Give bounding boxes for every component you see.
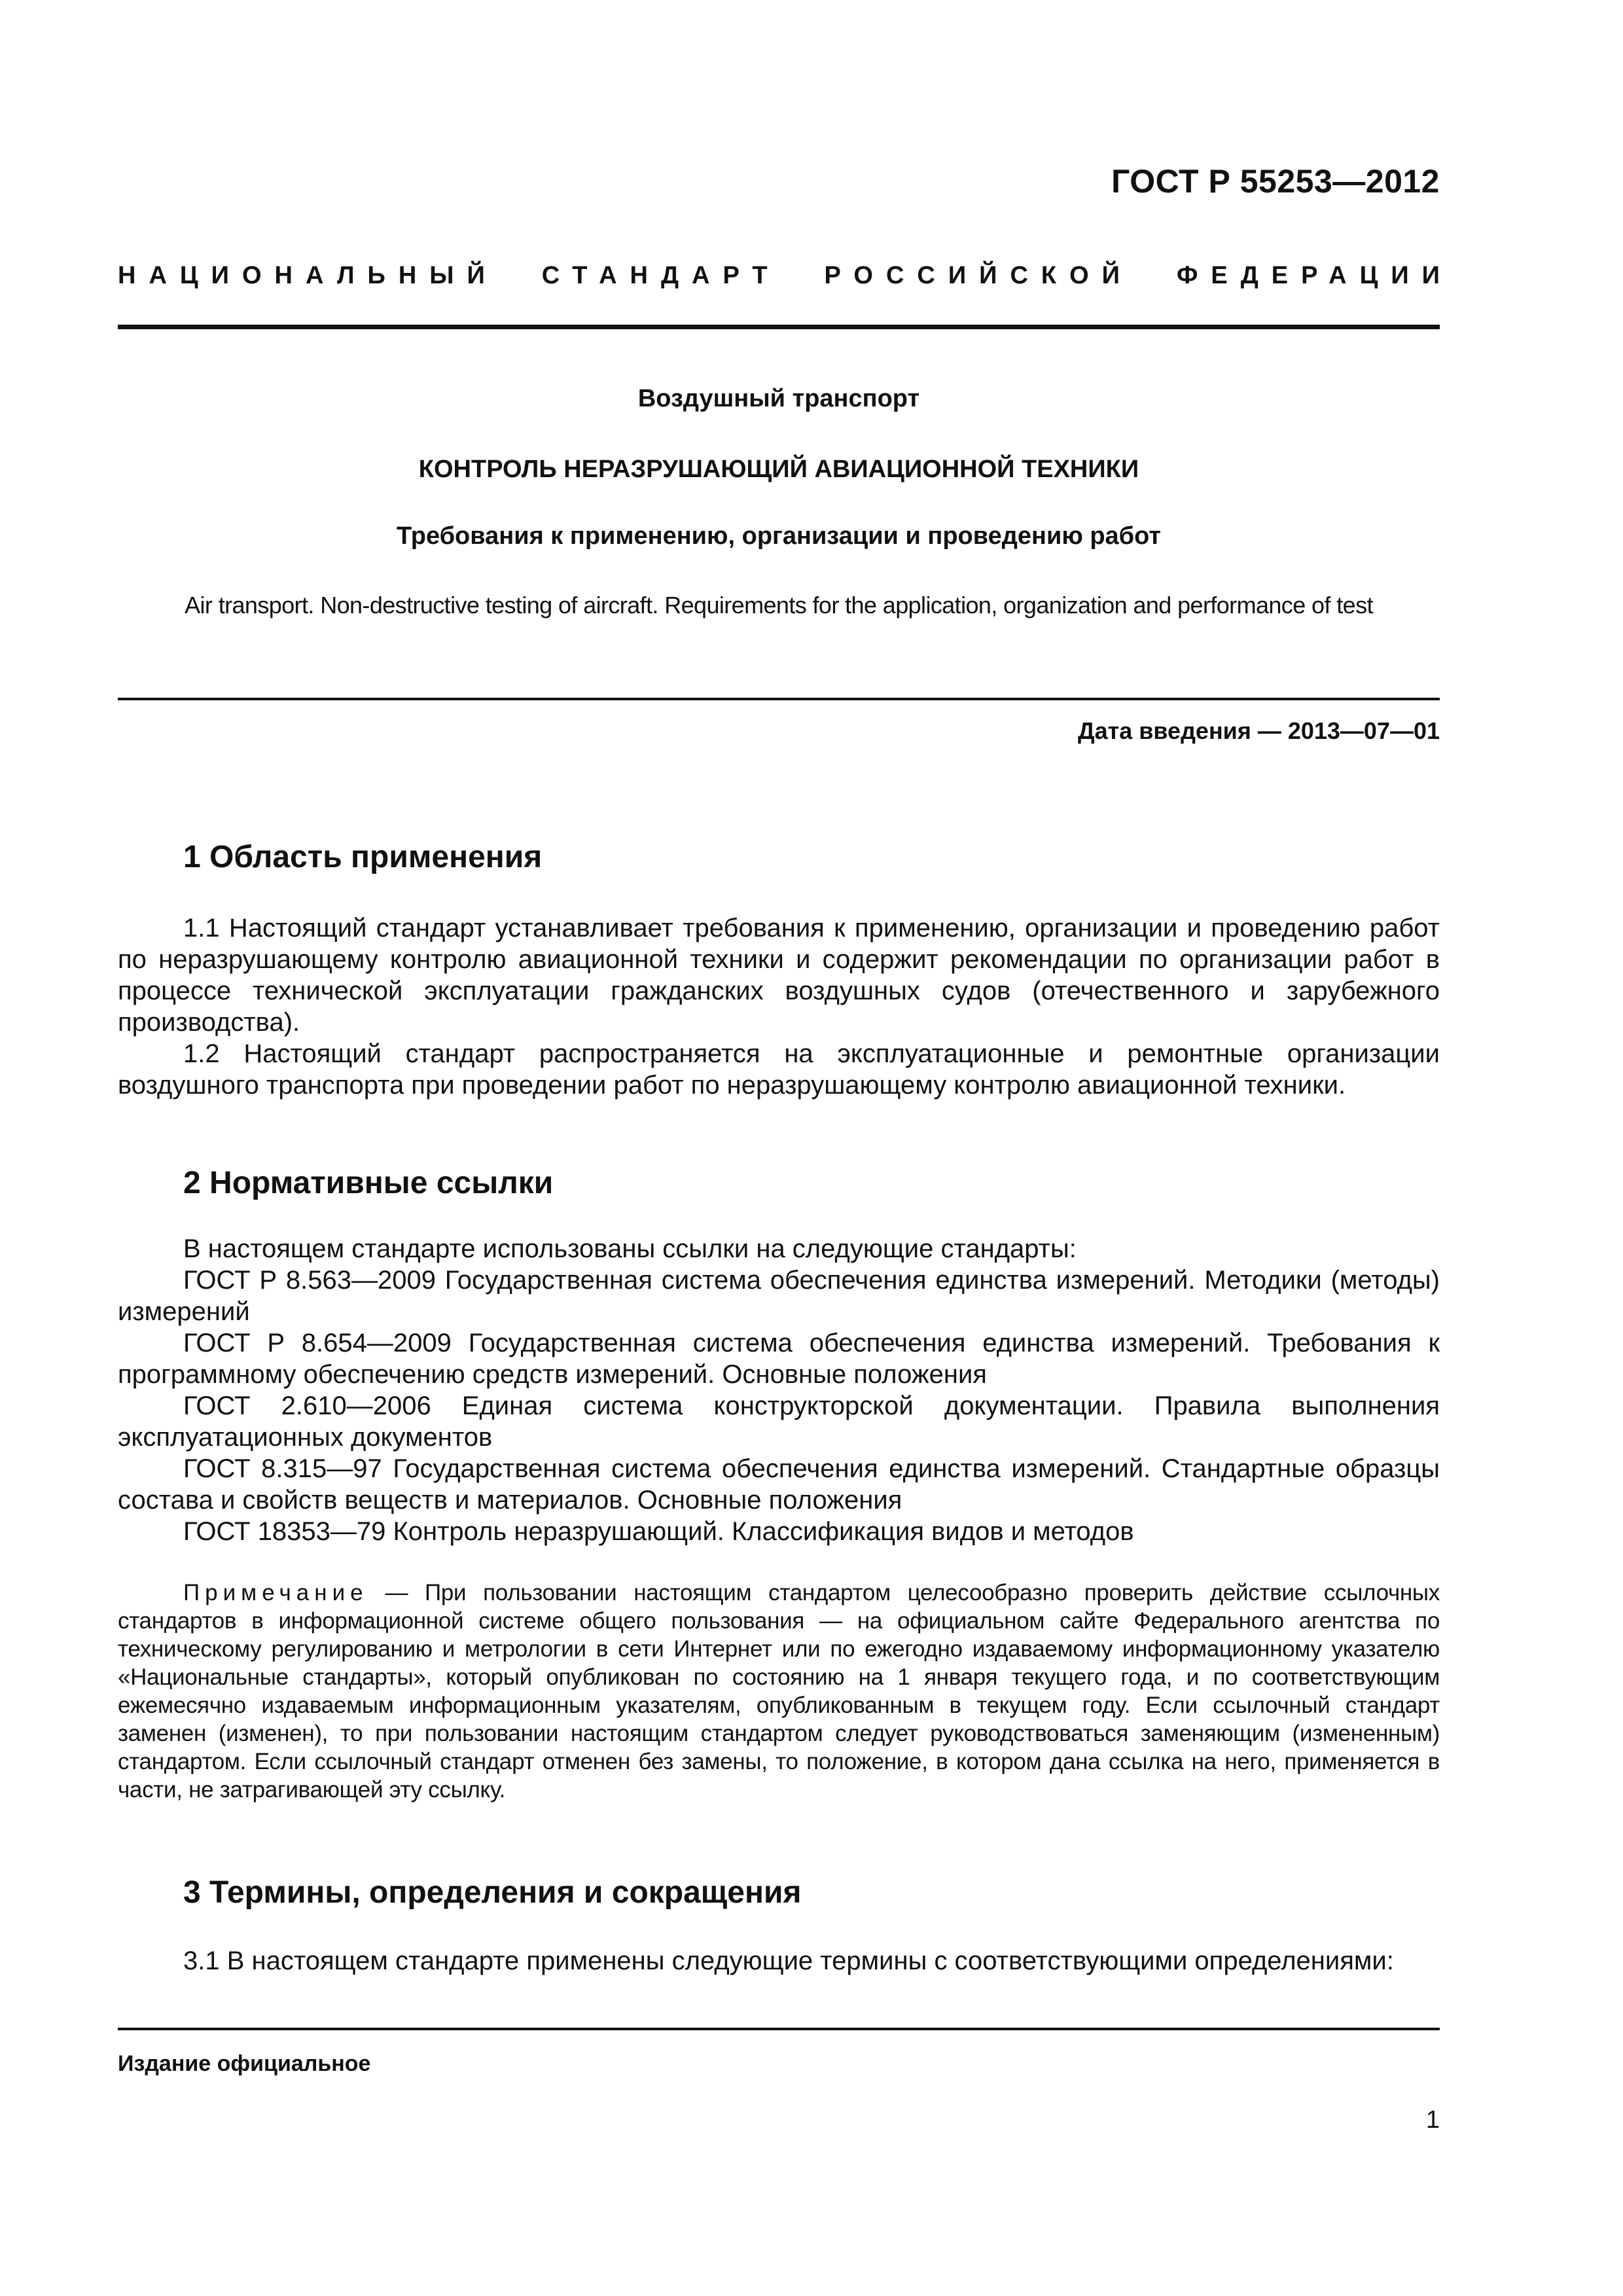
reference-item [118, 1265, 1440, 1327]
title-subtitle: Требования к применению, организации и проведению работ [396, 522, 1162, 550]
gost-code: ГОСТ Р 55253—2012 [1111, 163, 1440, 200]
reference-text: ГОСТ Р 8.563—2009 Государственная система обеспечения единства измерений. Методики (методы) измерений [118, 1266, 1440, 1326]
reference-item [118, 1453, 1440, 1516]
official-edition-label: Издание официальное [118, 2051, 371, 2076]
section-3-heading: 3 Термины, определения и сокращения [183, 1875, 802, 1910]
header-divider [118, 325, 1440, 329]
introduction-date: Дата введения — 2013—07—01 [1077, 717, 1440, 744]
section-3-paragraph-1 [118, 1945, 1440, 1977]
banner-word: НАЦИОНАЛЬНЫЙ [118, 262, 498, 289]
reference-text: ГОСТ 8.315—97 Государственная система обеспечения единства измерений. Стандартные образцы состава и свойств веществ и материалов. Основные положения [118, 1454, 1440, 1515]
references-intro-text: В настоящем стандарте использованы ссылки на следующие стандарты: [183, 1234, 1077, 1263]
paragraph-text: 1.2 Настоящий стандарт распространяется на эксплуатационные и ремонтные организации воздушного транспорта при проведении работ по неразрушающему контролю авиационной техники. [118, 1039, 1440, 1100]
title-english: Air transport. Non-destructive testing of aircraft. Requirements for the application, organization and performance of test [185, 592, 1373, 619]
reference-text: ГОСТ 2.610—2006 Единая система конструкторской документации. Правила выполнения эксплуатационных документов [118, 1391, 1440, 1452]
reference-item [118, 1327, 1440, 1390]
section-1-paragraph-1 [118, 912, 1440, 1038]
note-block [118, 1579, 1440, 1804]
title-subject: Воздушный транспорт [637, 385, 920, 412]
references-intro [118, 1233, 1440, 1265]
title-main: КОНТРОЛЬ НЕРАЗРУШАЮЩИЙ АВИАЦИОННОЙ ТЕХНИКИ [418, 456, 1139, 483]
banner-word: СТАНДАРТ [541, 262, 781, 289]
banner-word: ФЕДЕРАЦИИ [1176, 262, 1453, 289]
section-1-heading: 1 Область применения [183, 840, 543, 874]
footer-divider [118, 2028, 1440, 2030]
reference-item [118, 1516, 1440, 1547]
page-number: 1 [1425, 2106, 1440, 2134]
note-text: — При пользовании настоящим стандартом целесообразно проверить действие ссылочных стандартов в информационной системе общего пользования — на официальном сайте Федерального агентства по техническому регулированию и метрологии в сети Интернет или по ежегодно издаваемому информационному указателю «Национальные стандарты», который опубликован по состоянию на 1 января текущего года, и по соответствующим ежемесячно издаваемым информационным указателям, опубликованным в текущем году. Если ссылочный стандарт заменен (изменен), то при пользовании настоящим стандартом следует руководствоваться заменяющим (измененным) стандартом. Если ссылочный стандарт отменен без замены, то положение, в котором дана ссылка на него, применяется в части, не затрагивающей эту ссылку. [118, 1580, 1440, 1803]
reference-item [118, 1390, 1440, 1453]
national-standard-banner [118, 262, 1453, 290]
section-2-references [118, 1233, 1440, 1547]
title-divider [118, 698, 1440, 700]
paragraph-text: 3.1 В настоящем стандарте применены следующие термины с соответствующими определениями: [183, 1946, 1394, 1975]
section-2-heading: 2 Нормативные ссылки [183, 1166, 554, 1200]
reference-text: ГОСТ Р 8.654—2009 Государственная система обеспечения единства измерений. Требования к программному обеспечению средств измерений. Основные положения [118, 1329, 1440, 1389]
section-1-paragraph-2 [118, 1038, 1440, 1101]
reference-text: ГОСТ 18353—79 Контроль неразрушающий. Классификация видов и методов [183, 1517, 1134, 1546]
banner-word: РОССИЙСКОЙ [824, 262, 1133, 289]
note-label: Примечание [183, 1580, 368, 1605]
paragraph-text: 1.1 Настоящий стандарт устанавливает требования к применению, организации и проведению работ по неразрушающему контролю авиационной техники и содержит рекомендации по организации работ в процессе технической эксплуатации гражданских воздушных судов (отечественного и зарубежного производства). [118, 914, 1440, 1037]
